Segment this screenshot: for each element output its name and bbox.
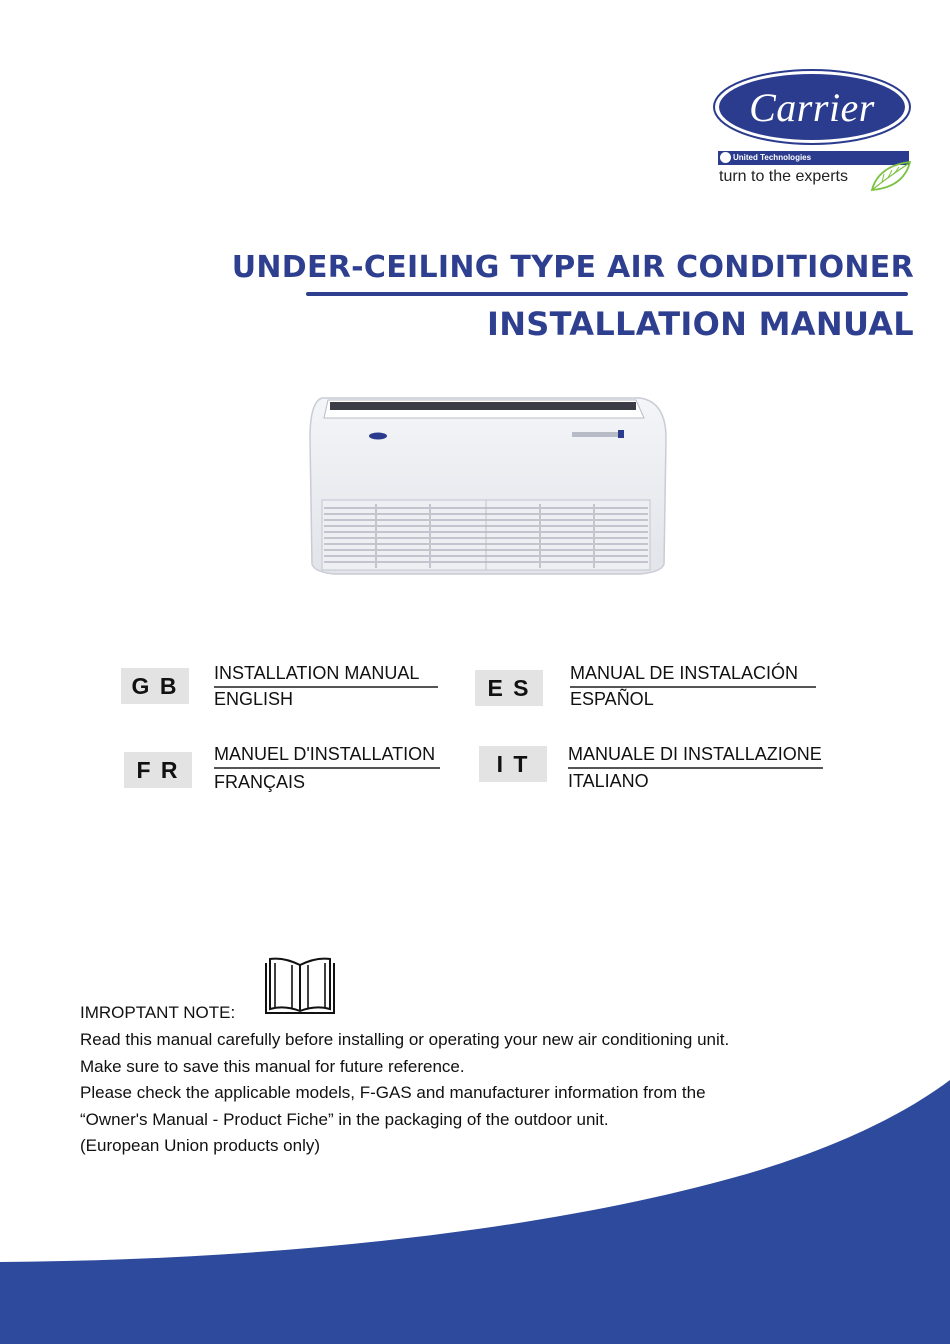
language-title-es: MANUAL DE INSTALACIÓN <box>570 663 816 688</box>
language-code-it: I T <box>479 746 547 782</box>
title-divider <box>306 292 908 296</box>
air-conditioner-illustration <box>300 388 672 584</box>
leaf-icon <box>868 160 912 192</box>
document-subtitle: INSTALLATION MANUAL <box>486 305 914 343</box>
language-name-fr: FRANÇAIS <box>214 772 306 792</box>
language-name-it: ITALIANO <box>568 771 649 791</box>
note-line: Please check the applicable models, F-GAS and manufacturer information from the <box>80 1083 706 1102</box>
parent-company-label: United Technologies <box>733 153 812 162</box>
note-line: Read this manual carefully before installing or operating your new air conditioning unit. <box>80 1030 730 1049</box>
open-book-icon <box>262 955 338 1017</box>
language-code-fr: F R <box>124 752 192 788</box>
note-line: (European Union products only) <box>80 1136 321 1155</box>
united-technologies-icon <box>720 152 731 163</box>
logo-wordmark: Carrier <box>749 84 875 130</box>
language-name-gb: ENGLISH <box>214 689 294 709</box>
note-heading: IMROPTANT NOTE: <box>80 1003 236 1022</box>
note-line: “Owner's Manual - Product Fiche” in the packaging of the outdoor unit. <box>80 1109 609 1129</box>
tagline: turn to the experts <box>719 168 848 185</box>
document-title: UNDER-CEILING TYPE AIR CONDITIONER <box>231 250 914 285</box>
language-title-fr: MANUEL D'INSTALLATION <box>214 744 440 769</box>
language-title-gb: INSTALLATION MANUAL <box>214 663 438 688</box>
language-name-es: ESPAÑOL <box>570 689 654 709</box>
note-line: Make sure to save this manual for future reference. <box>80 1056 465 1076</box>
footer-wave <box>0 1070 950 1344</box>
language-code-gb: G B <box>121 668 189 704</box>
language-title-it: MANUALE DI INSTALLAZIONE <box>568 744 823 769</box>
language-code-es: E S <box>475 670 543 706</box>
